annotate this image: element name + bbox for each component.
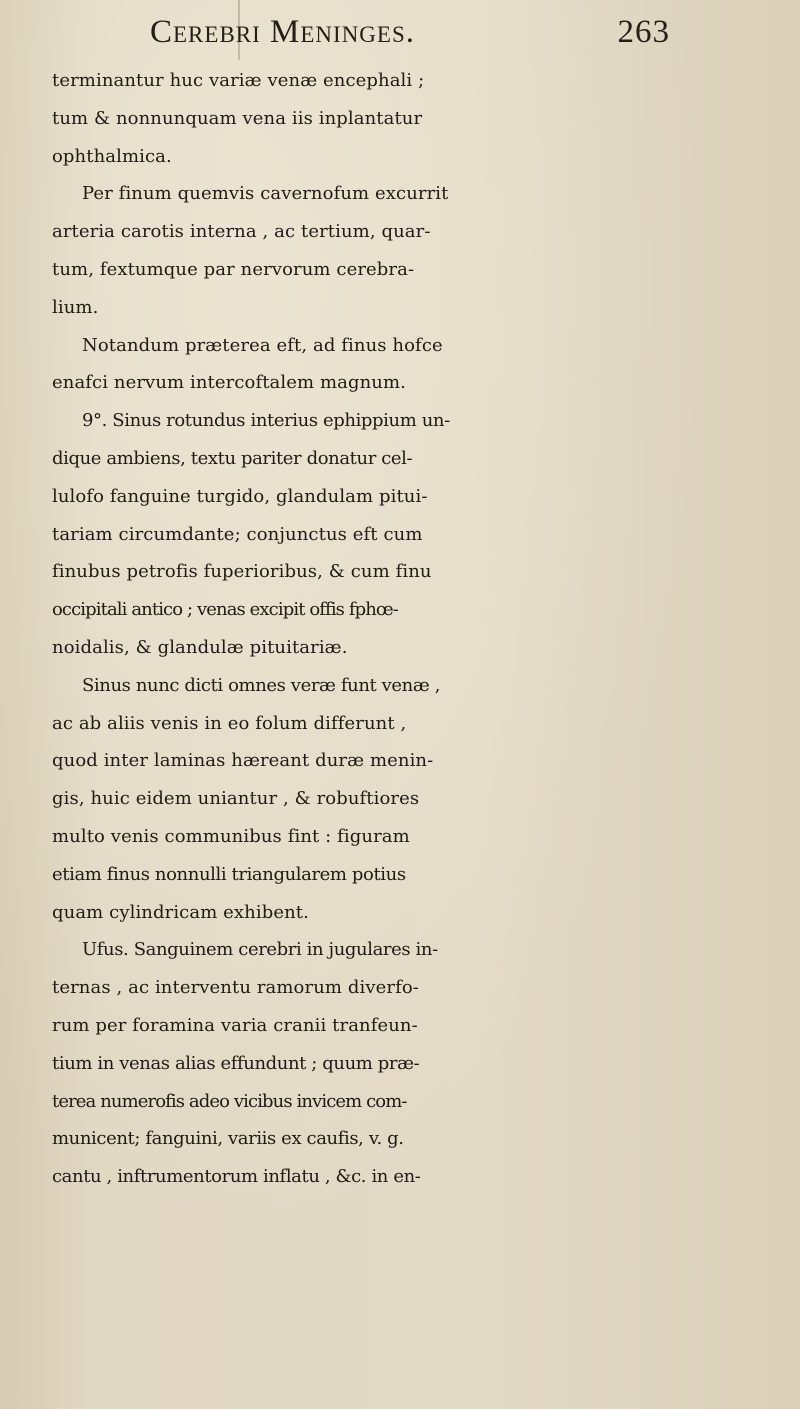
- text-line: dique ambiens, textu pariter donatur cel-: [52, 447, 413, 469]
- text-line: multo venis communibus fint : figuram: [52, 825, 410, 847]
- running-header: [150, 14, 670, 64]
- text-line: finubus petrofis fuperioribus, & cum finu: [52, 561, 432, 583]
- text-line: ophthalmica.: [52, 145, 172, 167]
- text-line: tum, fextumque par nervorum cerebra-: [52, 258, 415, 280]
- text-line: quod inter laminas hæreant duræ menin-: [52, 750, 434, 772]
- body-text: [52, 62, 782, 1196]
- text-line: etiam finus nonnulli triangularem potius: [52, 863, 406, 885]
- text-line: terminantur huc variæ venæ encephali ;: [52, 70, 425, 91]
- text-line: 9°. Sinus rotundus interius ephippium un-: [82, 410, 450, 432]
- text-line: quam cylindricam exhibent.: [52, 901, 309, 923]
- text-line: lium.: [52, 296, 99, 318]
- text-line: Per finum quemvis cavernofum excurrit: [82, 183, 449, 205]
- text-line: rum per foramina varia cranii tranfeun-: [52, 1014, 418, 1036]
- text-line: municent; fanguini, variis ex caufis, v. g.: [52, 1128, 404, 1150]
- text-line: Notandum præterea eft, ad finus hofce: [82, 334, 443, 356]
- text-line: tum & nonnunquam vena iis inplantatur: [52, 107, 423, 129]
- text-line: ac ab aliis venis in eo folum differunt ,: [52, 712, 407, 734]
- text-line: enafci nervum intercoftalem magnum.: [52, 372, 406, 394]
- running-title: Cerebri Meninges.: [150, 14, 416, 50]
- text-line: gis, huic eidem uniantur , & robuftiores: [52, 788, 420, 810]
- text-line: noidalis, & glandulæ pituitariæ.: [52, 636, 348, 658]
- text-line: terea numerofis adeo vicibus invicem com-: [52, 1090, 407, 1112]
- page-number: 263: [617, 14, 670, 50]
- text-line: tium in venas alias effundunt ; quum præ-: [52, 1052, 420, 1074]
- text-line: tariam circumdante; conjunctus eft cum: [52, 523, 423, 545]
- text-line: lulofo fanguine turgido, glandulam pitui-: [52, 485, 428, 507]
- text-line: Sinus nunc dicti omnes veræ funt venæ ,: [82, 674, 441, 696]
- text-line: cantu , inftrumentorum inflatu , &c. in en-: [52, 1166, 421, 1188]
- text-line: ternas , ac interventu ramorum diverfo-: [52, 977, 419, 999]
- text-line: arteria carotis interna , ac tertium, quar-: [52, 221, 431, 243]
- text-line: Ufus. Sanguinem cerebri in jugulares in-: [82, 939, 438, 961]
- text-line: occipitali antico ; venas excipit offis fphœ-: [52, 599, 398, 621]
